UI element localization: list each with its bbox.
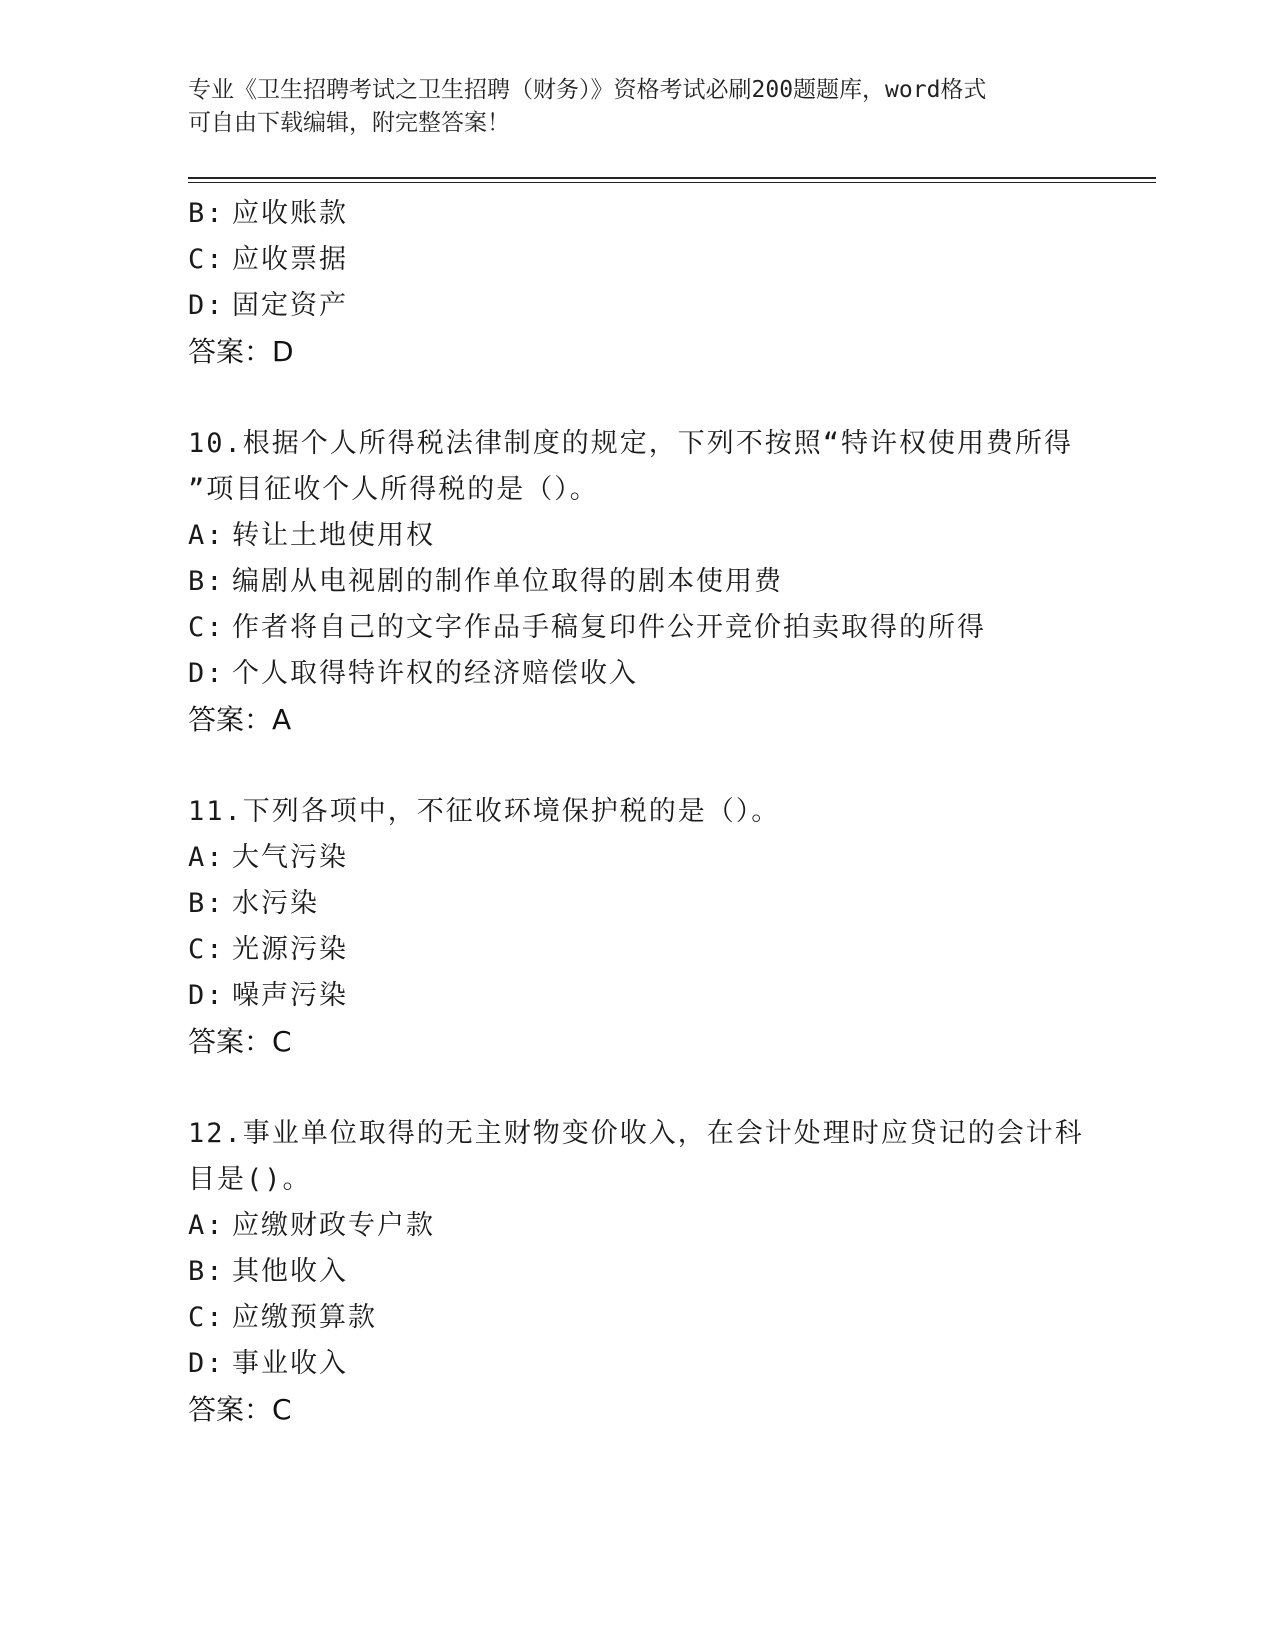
option-c: C: 应收票据 — [188, 244, 348, 275]
question-text-line-1: 10.根据个人所得税法律制度的规定，下列不按照“特许权使用费所得 — [188, 428, 1074, 459]
option-b: B: 应收账款 — [188, 198, 348, 229]
answer-label: 答案：C — [188, 1025, 292, 1058]
option-b: B: 编剧从电视剧的制作单位取得的剧本使用费 — [188, 566, 783, 597]
option-d: D: 个人取得特许权的经济赔偿收入 — [188, 658, 638, 689]
option-b: B: 其他收入 — [188, 1256, 348, 1287]
answer-label: 答案：A — [188, 703, 292, 736]
answer-label: 答案：C — [188, 1393, 292, 1426]
option-d: D: 事业收入 — [188, 1348, 348, 1379]
header-line-1: 专业《卫生招聘考试之卫生招聘（财务）》资格考试必刷200题题库，word格式 — [188, 77, 987, 103]
question-text-line-2: 目是()。 — [188, 1164, 312, 1195]
option-a: A: 转让土地使用权 — [188, 520, 435, 551]
header-rule-thick — [188, 177, 1156, 179]
option-d: D: 噪声污染 — [188, 980, 348, 1011]
page-header — [188, 74, 1088, 140]
question-9-tail — [188, 191, 1088, 375]
document-body — [188, 191, 1088, 1433]
option-c: C: 作者将自己的文字作品手稿复印件公开竞价拍卖取得的所得 — [188, 612, 986, 643]
option-c: C: 应缴预算款 — [188, 1302, 377, 1333]
option-a: A: 应缴财政专户款 — [188, 1210, 435, 1241]
question-text-line-1: 12.事业单位取得的无主财物变价收入，在会计处理时应贷记的会计科 — [188, 1118, 1084, 1149]
option-a: A: 大气污染 — [188, 842, 348, 873]
option-c: C: 光源污染 — [188, 934, 348, 965]
header-rule-thin — [188, 182, 1156, 183]
option-b: B: 水污染 — [188, 888, 319, 919]
option-d: D: 固定资产 — [188, 290, 348, 321]
question-11 — [188, 789, 1088, 1065]
question-12 — [188, 1111, 1088, 1433]
question-text-line-2: ”项目征收个人所得税的是（）。 — [188, 474, 599, 505]
question-text-line-1: 11.下列各项中，不征收环境保护税的是（）。 — [188, 796, 781, 827]
question-10 — [188, 421, 1088, 743]
header-line-2: 可自由下载编辑，附完整答案！ — [188, 110, 510, 136]
answer-label: 答案：D — [188, 335, 294, 368]
